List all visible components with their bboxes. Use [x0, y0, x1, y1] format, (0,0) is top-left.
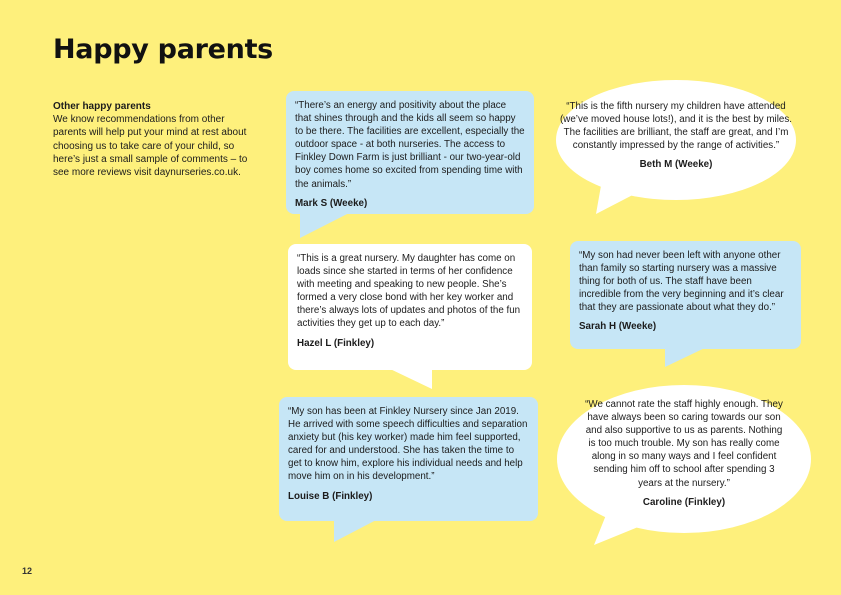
speech-bubble-tail [334, 518, 384, 544]
testimonial-bubble [279, 397, 538, 521]
testimonial-quote: “We cannot rate the staff highly enough. They have always been so caring towards our son and also supportive to us as parents. Nothing is too much trouble. My son has really come along in so many ways and I feel confident sending him off to school after spending 3 years at the nursery.” [585, 399, 783, 489]
intro-body: We know recommendations from other parents will help put your mind at rest about choosing us to take care of your child, so here’s just a small sample of comments – to see more reviews visit daynurseries.co.uk. [53, 114, 248, 179]
page-number: 12 [22, 566, 33, 576]
testimonial-author: Louise B (Finkley) [288, 490, 373, 502]
testimonial-quote: “My son has been at Finkley Nursery since Jan 2019. He arrived with some speech difficulties and separation anxiety but (his key worker) made him feel supported, cared for and understood. She has taken the time to get to know him, explore his individual needs and help move him on in his development.” [288, 406, 528, 483]
testimonial-author: Hazel L (Finkley) [297, 337, 375, 349]
speech-bubble-tail [386, 367, 436, 391]
testimonial-author: Beth M (Weeke) [639, 159, 713, 171]
testimonial-author: Caroline (Finkley) [642, 496, 726, 508]
testimonial-bubble [288, 244, 532, 370]
intro-section [53, 100, 248, 179]
intro-heading: Other happy parents [53, 101, 151, 112]
testimonial-quote: “This is the fifth nursery my children have attended (we’ve moved house lots!), and it is the best by miles. The facilities are brilliant, the staff are great, and I’m constantly impressed by the range of activities.” [560, 101, 792, 152]
page-title: Happy parents [53, 34, 273, 65]
speech-bubble-tail [300, 210, 360, 240]
testimonial-text [556, 100, 796, 171]
testimonial-quote: “My son had never been left with anyone other than family so starting nursery was a massive thing for both of us. The staff have been incredible from the very beginning and it’s clear that they are passionate about what they do.” [579, 250, 784, 314]
testimonial-author: Sarah H (Weeke) [579, 321, 657, 333]
testimonial-quote: “This is a great nursery. My daughter has come on loads since she started in terms of her confidence with meeting and speaking to new people. She’s formed a very close bond with her key worker and there’s always lots of updates and photos of the fun activities they get up to each day.” [297, 253, 521, 330]
testimonial-author: Mark S (Weeke) [295, 197, 368, 209]
testimonial-quote: “There’s an energy and positivity about the place that shines through and the kids all seem so happy to be there. The facilities are excellent, especially the outdoor space - at both nurseries. The access to Finkley Down Farm is just brilliant - our two-year-old boy comes home so excited from spending time with the animals.” [295, 100, 525, 190]
testimonial-bubble [570, 241, 801, 349]
testimonial-text [557, 398, 811, 509]
testimonial-bubble [286, 91, 534, 214]
